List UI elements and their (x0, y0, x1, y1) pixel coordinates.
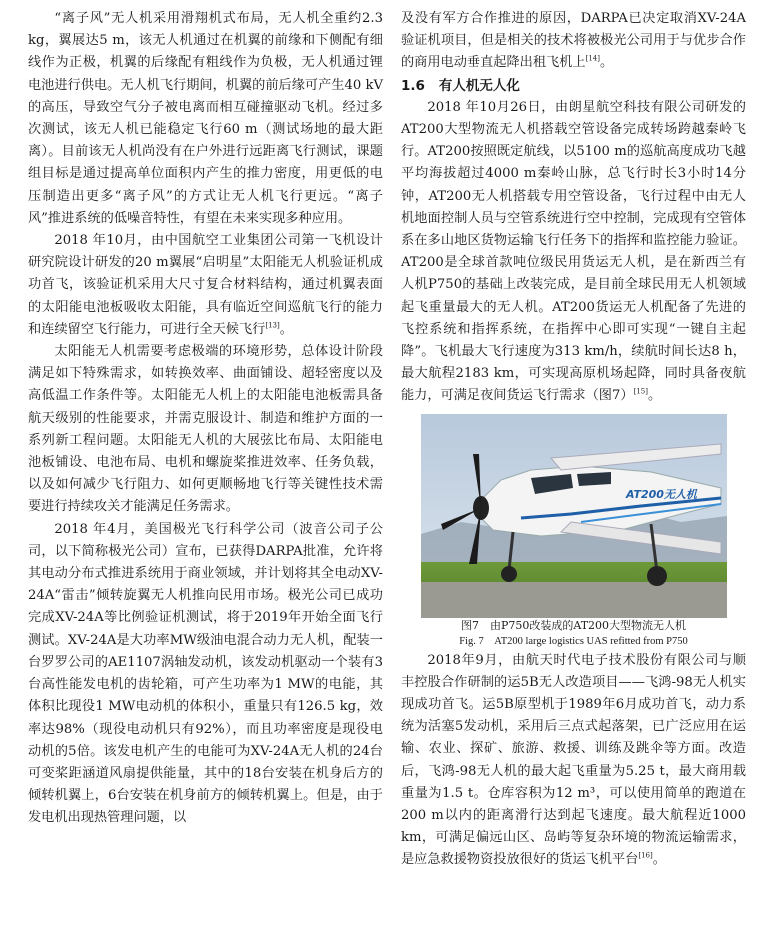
paragraph-text: 及没有军方合作推进的原因，DARPA已决定取消XV-24A验证机项目，但是相关的技术将被极光公司用于与优步合作的商用电动垂直起降出租飞机上 (401, 11, 746, 71)
paragraph-solar-uav: 太阳能无人机需要考虑极端的环境形势，总体设计阶段满足如下特殊需求，如转换效率、曲面铺设、超轻密度以及高低温工作条件等。太阳能无人机上的太阳能电池板需具备航天级别的性能要求，并需克服设计、制造和维护方面的一系列新工程问题。太阳能无人机的大展弦比布局、太阳能电池板铺设、电池布局、电机和螺旋桨推进效率、任务负载，以及如何减少飞行阻力、如何更顺畅地飞行等关键性技术需要进行持续攻关才能满足任务需求。 (28, 344, 383, 515)
figure-caption-en: Fig. 7 AT200 large logistics UAS refitted from P750 (459, 635, 688, 647)
section-heading (401, 75, 746, 97)
section-title: 有人机无人化 (438, 77, 520, 94)
citation-ref: [14] (585, 55, 600, 64)
citation-ref: [16] (638, 852, 653, 861)
paragraph-text: 2018年9月，由航天时代电子技术股份有限公司与顺丰控股合作研制的运5B无人改造项目——飞鸿-98无人机实现成功首飞。运5B原型机于1989年6月成功首飞，动力系统为活塞5发动机，采用后三点式起落架，已广泛应用在运输、农业、探矿、旅游、救援、训练及跳伞等方面。改造后，飞鸿-98无人机的最大起飞重量为5.25 t，最大商用载重量为1.5 t。仓库容积为12 m³，可以使用简单的跑道在200 m以内的距离滑行达到起飞速度。最大航程近1000 km，可满足偏远山区、岛屿等复杂环境的物流运输需求，是应急救援物资投放很好的货运飞机平台 (401, 652, 746, 868)
figure-at200-photo (421, 414, 727, 618)
right-column (401, 8, 746, 872)
paragraph-qimingxing (28, 230, 383, 341)
runway-surface (421, 582, 727, 618)
paragraph-ion-wind: “离子风”无人机采用滑翔机式布局，无人机全重约2.3 kg，翼展达5 m，该无人机通过在机翼的前缘和下侧配有细线作为正极，机翼的后缘配有粗线作为负极，无人机通过锂电池进行供电。无人机飞行期间，机翼的前后缘可产生40 kV的高压，导致空气分子被电离而相互碰撞驱动飞机。经过多次测试，该无人机已能稳定飞行60 m（测试场地的最大距离）。目前该无人机尚没有在户外进行远距离飞行测试，课题组目标是通过提高单位面积内产生的推力密度，用更低的电压制造出更多“离子风”的方式让无人机飞行更远。“离子风”推进系统的低噪音特性，有望在未来实现多种应用。 (28, 11, 383, 226)
paragraph-darpa (401, 8, 746, 75)
main-wheel (647, 566, 667, 586)
citation-ref: [13] (265, 321, 280, 330)
left-column (28, 8, 383, 830)
section-number: 1.6 (401, 77, 425, 94)
paragraph-xv24a: 2018 年4月，美国极光飞行科学公司（波音公司子公司，以下简称极光公司）宣布，已获得DARPA批准，允许将其电动分布式推进系统用于商业领域，并计划将其全电动XV-24A“雷击”倾转旋翼无人机推向民用市场。极光公司已成功完成XV-24A等比例验证机测试，将于2019年开始全面飞行测试。XV-24A是大功率MW级油电混合动力无人机，配装一台罗罗公司的AE1107涡轴发动机，该发动机驱动一个装有3台高性能发电机的齿轮箱，可产生功率为1 MW的电能，其体积比现役1 MW电动机的体积小，重量只有126.5 kg，效率达98%（现役电动机只有92%），而且功率密度是现役电动机的5倍。该发电机产生的电能可为XV-24A无人机的24台可变桨距涵道风扇提供能量，其中的18台安装在机身后方的倾转机翼上，6台安装在机身前方的倾转机翼上。但是，由于发电机出现热管理问题，以 (28, 521, 383, 826)
side-window (577, 472, 611, 486)
paragraph-end: 。 (647, 388, 662, 404)
paragraph-end: 。 (652, 852, 666, 868)
fuselage-lettering: AT200无人机 (625, 487, 697, 501)
paragraph-end: 。 (279, 321, 293, 337)
paragraph-text: 2018 年10月26日，由朗星航空科技有限公司研发的AT200大型物流无人机搭载空管设备完成转场跨越秦岭飞行。AT200按照既定航线，以5100 m的巡航高度成功飞越平均海拔超过4000 m秦岭山脉，总飞行时长3小时14分钟，AT200无人机搭载专用空管设备，飞行过程中由无人机地面控制人员与空管系统进行空中控制，完成现有空管体系在多山地区货物运输飞行任务下的指挥和监控能力验证。AT200是全球首款吨位级民用货运无人机，是在新西兰有人机P750的基础上改装完成，是目前全球民用无人机领域起飞重量最大的无人机。AT200货运无人机配备了先进的飞控系统和指挥系统，在指挥中心即可实现“一键自主起降”。飞机最大飞行速度为313 km/h，续航时间长达8 h，最大航程2183 km，可实现高原机场起降，同时具备夜航能力，可满足夜间货运飞行需求（图7） (401, 99, 746, 404)
nose-wheel (501, 566, 517, 582)
citation-ref: [15] (633, 388, 648, 397)
paragraph-at200 (401, 97, 746, 408)
paragraph-text: 2018 年10月，由中国航空工业集团公司第一飞机设计研究院设计研发的20 m翼展“启明星”太阳能无人机验证机成功首飞，该验证机采用大尺寸复合材料结构，通过机翼表面的太阳能电池板吸收太阳能，具有临近空间巡航飞行的能力和连续留空飞行能力，可进行全天候飞行 (28, 233, 383, 337)
paragraph-end: 。 (600, 55, 614, 71)
aircraft-illustration (421, 414, 727, 618)
paragraph-feihong-98 (401, 650, 746, 872)
figure-caption-cn: 图7 由P750改装成的AT200大型物流无人机 (460, 618, 687, 632)
